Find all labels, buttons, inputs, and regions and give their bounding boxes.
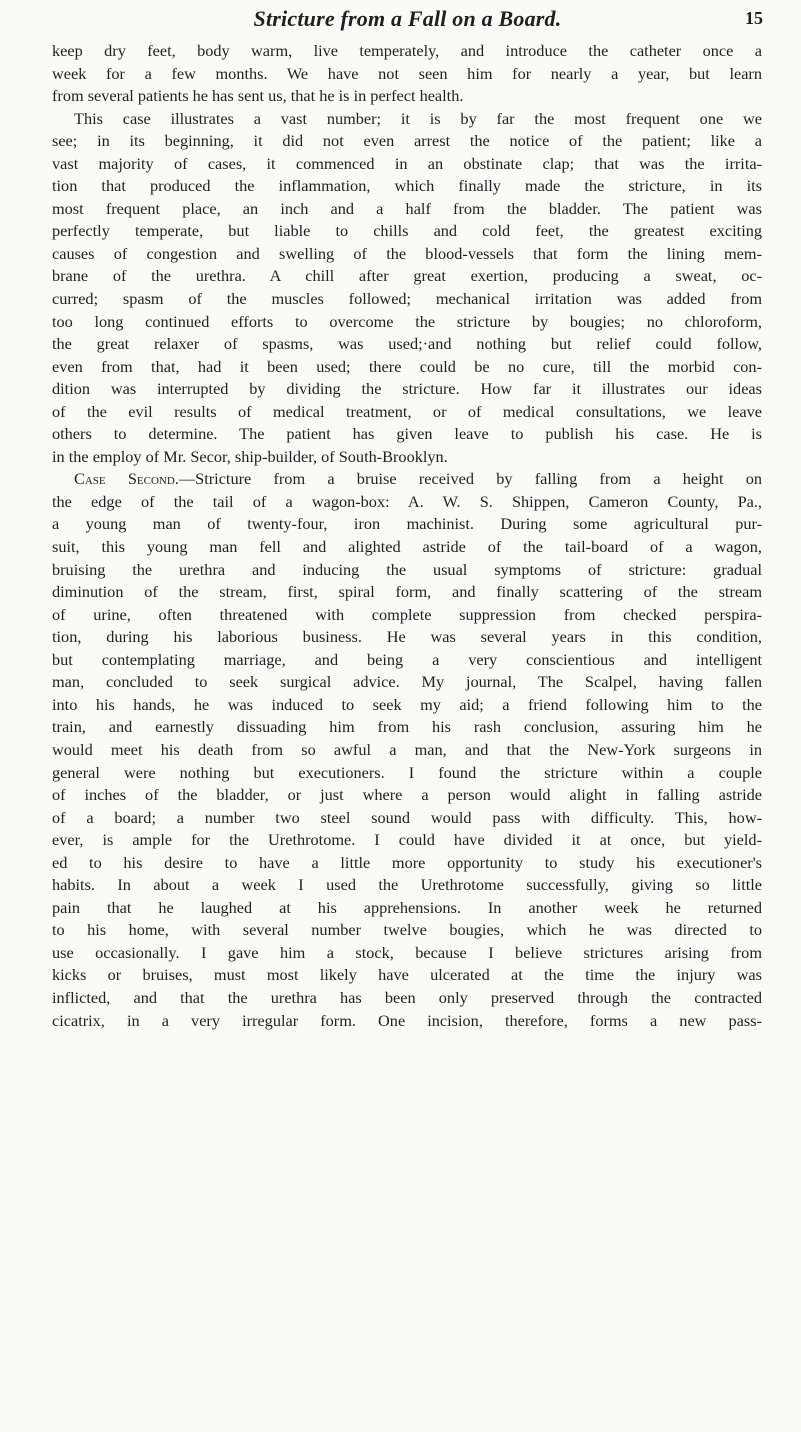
text-line: pain that he laughed at his apprehensions. In another week he returned <box>52 897 762 917</box>
text-line: suit, this young man fell and alighted astride of the tail-board of a wagon, <box>52 537 762 557</box>
text-line: brane of the urethra. A chill after great exertion, producing a sweat, oc- <box>52 266 762 286</box>
text-line: of urine, often threatened with complete suppression from checked perspira- <box>52 604 762 624</box>
text-line: but contemplating marriage, and being a very conscientious and intelligent <box>52 649 762 669</box>
page-number: 15 <box>745 8 763 28</box>
text-line: a young man of twenty-four, iron machinist. During some agricultural pur- <box>52 514 762 534</box>
text-line: the edge of the tail of a wagon-box: A. W. S. Shippen, Cameron County, Pa., <box>52 491 762 511</box>
text-line: ed to his desire to have a little more opportunity to study his executioner's <box>52 852 762 872</box>
text-line: would meet his death from so awful a man, and that the New-York surgeons in <box>52 739 762 759</box>
text-line: from several patients he has sent us, that he is in perfect health. <box>52 86 464 106</box>
running-title: Stricture from a Fall on a Board. <box>253 6 562 31</box>
text-line: too long continued efforts to overcome the stricture by bougies; no chloroform, <box>52 311 762 331</box>
text-line: cicatrix, in a very irregular form. One incision, therefore, forms a new pass- <box>52 1010 762 1030</box>
text-line: train, and earnestly dissuading him from his rash conclusion, assuring him he <box>52 717 762 737</box>
text-line: the great relaxer of spasms, was used;·and nothing but relief could follow, <box>52 334 762 354</box>
text-line: This case illustrates a vast number; it is by far the most frequent one we <box>74 108 762 128</box>
text-line: dition was interrupted by dividing the stricture. How far it illustrates our ideas <box>52 379 762 399</box>
text-line: most frequent place, an inch and a half from the bladder. The patient was <box>52 198 762 218</box>
text-line: bruising the urethra and inducing the usual symptoms of stricture: gradual <box>52 559 762 579</box>
text-line: habits. In about a week I used the Urethrotome successfully, giving so little <box>52 875 762 895</box>
text-line: others to determine. The patient has given leave to publish his case. He is <box>52 424 762 444</box>
text-line: tion, during his laborious business. He was several years in this condition, <box>52 627 762 647</box>
text-line: man, concluded to seek surgical advice. My journal, The Scalpel, having fallen <box>52 672 762 692</box>
text-line: to his home, with several number twelve bougies, which he was directed to <box>52 920 762 940</box>
text-line: of the evil results of medical treatment, or of medical consultations, we leave <box>52 401 762 421</box>
text-line: even from that, had it been used; there could be no cure, till the morbid con- <box>52 356 762 376</box>
text-line: causes of congestion and swelling of the blood-vessels that form the lining mem- <box>52 243 762 263</box>
text-line: of inches of the bladder, or just where a person would alight in falling astride <box>52 785 762 805</box>
text-line: in the employ of Mr. Secor, ship-builder, of South-Brooklyn. <box>52 446 448 466</box>
text-line: general were nothing but executioners. I found the stricture within a couple <box>52 762 762 782</box>
text-line: vast majority of cases, it commenced in an obstinate clap; that was the irrita- <box>52 153 762 173</box>
text-line: into his hands, he was induced to seek my aid; a friend following him to the <box>52 694 762 714</box>
text-line: inflicted, and that the urethra has been only preserved through the contracted <box>52 987 762 1007</box>
text-line: use occasionally. I gave him a stock, because I believe strictures arising from <box>52 942 762 962</box>
text-line: ever, is ample for the Urethrotome. I could have divided it at once, but yield- <box>52 830 762 850</box>
text-line: week for a few months. We have not seen him for nearly a year, but learn <box>52 63 762 83</box>
body-text <box>52 40 762 1032</box>
text-line: tion that produced the inflammation, which finally made the stricture, in its <box>52 176 762 196</box>
text-line: perfectly temperate, but liable to chills and cold feet, the greatest exciting <box>52 221 762 241</box>
text-line: diminution of the stream, first, spiral form, and finally scattering of the stream <box>52 582 762 602</box>
text-line: keep dry feet, body warm, live temperately, and introduce the catheter once a <box>52 41 762 60</box>
text-line: see; in its beginning, it did not even arrest the notice of the patient; like a <box>52 131 762 151</box>
text-line: kicks or bruises, must most likely have ulcerated at the time the injury was <box>52 965 762 985</box>
case-heading: Case Second. <box>74 469 179 489</box>
page-header <box>52 6 763 34</box>
text-line: curred; spasm of the muscles followed; mechanical irritation was added from <box>52 289 762 309</box>
text-line: Case Second.—Stricture from a bruise received by falling from a height on <box>74 469 762 489</box>
text-line: of a board; a number two steel sound would pass with difficulty. This, how- <box>52 807 762 827</box>
